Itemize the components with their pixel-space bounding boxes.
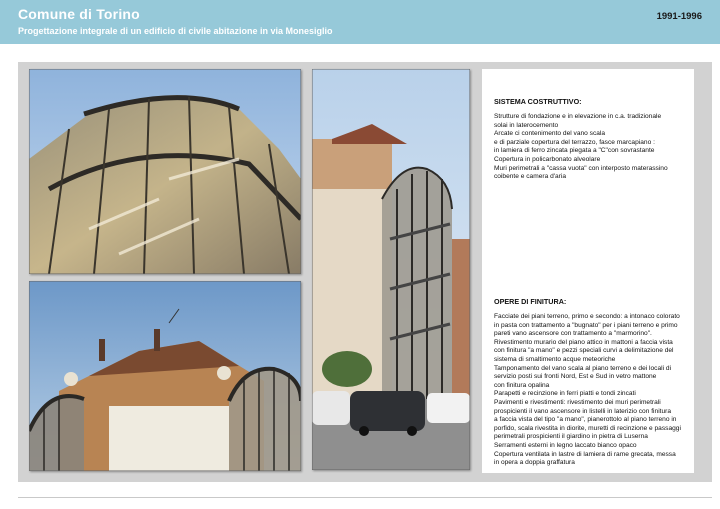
page-title: Comune di Torino	[18, 6, 140, 22]
section-body-opere-di-finitura: Facciate dei piani terreno, primo e secondo: a intonaco colorato in pasta con trattamento a "bugnato" per i piani terreno e primo pareti vano ascensore con trattamento a "marmorino". Rivestimento murario del piano attico in mattoni a faccia vista con finitura "a mano" e pezzi speciali curvi a delimitazione del sistema di smaltimento acque meteoriche Tamponamento del vano scala al piano terreno e dei locali di servizio posti sui fronti Nord, Est e Sud in vetro mattone con finitura opalina Parapetti e recinzione in ferri piatti e tondi zincati Pavimenti e rivestimenti: rivestimento dei muri perimetrali prospicienti il vano ascensore in listelli in laterizio con finitura a faccia vista del tipo "a mano", pianerottolo al piano terreno in porfido, scala rivestita in diorite, muretti di recinzione e passaggi perimetrali prospicienti il giardino in pietra di Luserna Serramenti esterni in legno laccato bianco opaco Copertura ventilata in lastre di lamiera di rame grecata, messa in opera a doppia graffatura	[494, 313, 681, 467]
bottom-divider	[18, 497, 712, 498]
photo-glass-stairwell-closeup	[29, 69, 301, 274]
photo-building-facade-street	[312, 69, 470, 470]
section-title-opere-di-finitura: OPERE DI FINITURA:	[494, 297, 567, 306]
section-body-sistema-costruttivo: Strutture di fondazione e in elevazione in c.a. tradizionale solai in laterocemento Arcate ci contenimento del vano scala e di parziale copertura del terrazzo, fasce marcapiano : in lamiera di ferro zincata piegata a "C"con sovrastante Copertura in policarbonato alveolare Muri perimetrali a "cassa vuota" con interposto materassino coibente e camera d'aria	[494, 113, 668, 181]
photo-brick-roof-glass-towers	[29, 281, 301, 471]
page-subtitle: Progettazione integrale di un edificio di civile abitazione in via Monesiglio	[18, 26, 333, 36]
section-title-sistema-costruttivo: SISTEMA COSTRUTTIVO:	[494, 97, 582, 106]
header-bar	[0, 0, 720, 44]
project-years: 1991-1996	[656, 11, 702, 22]
